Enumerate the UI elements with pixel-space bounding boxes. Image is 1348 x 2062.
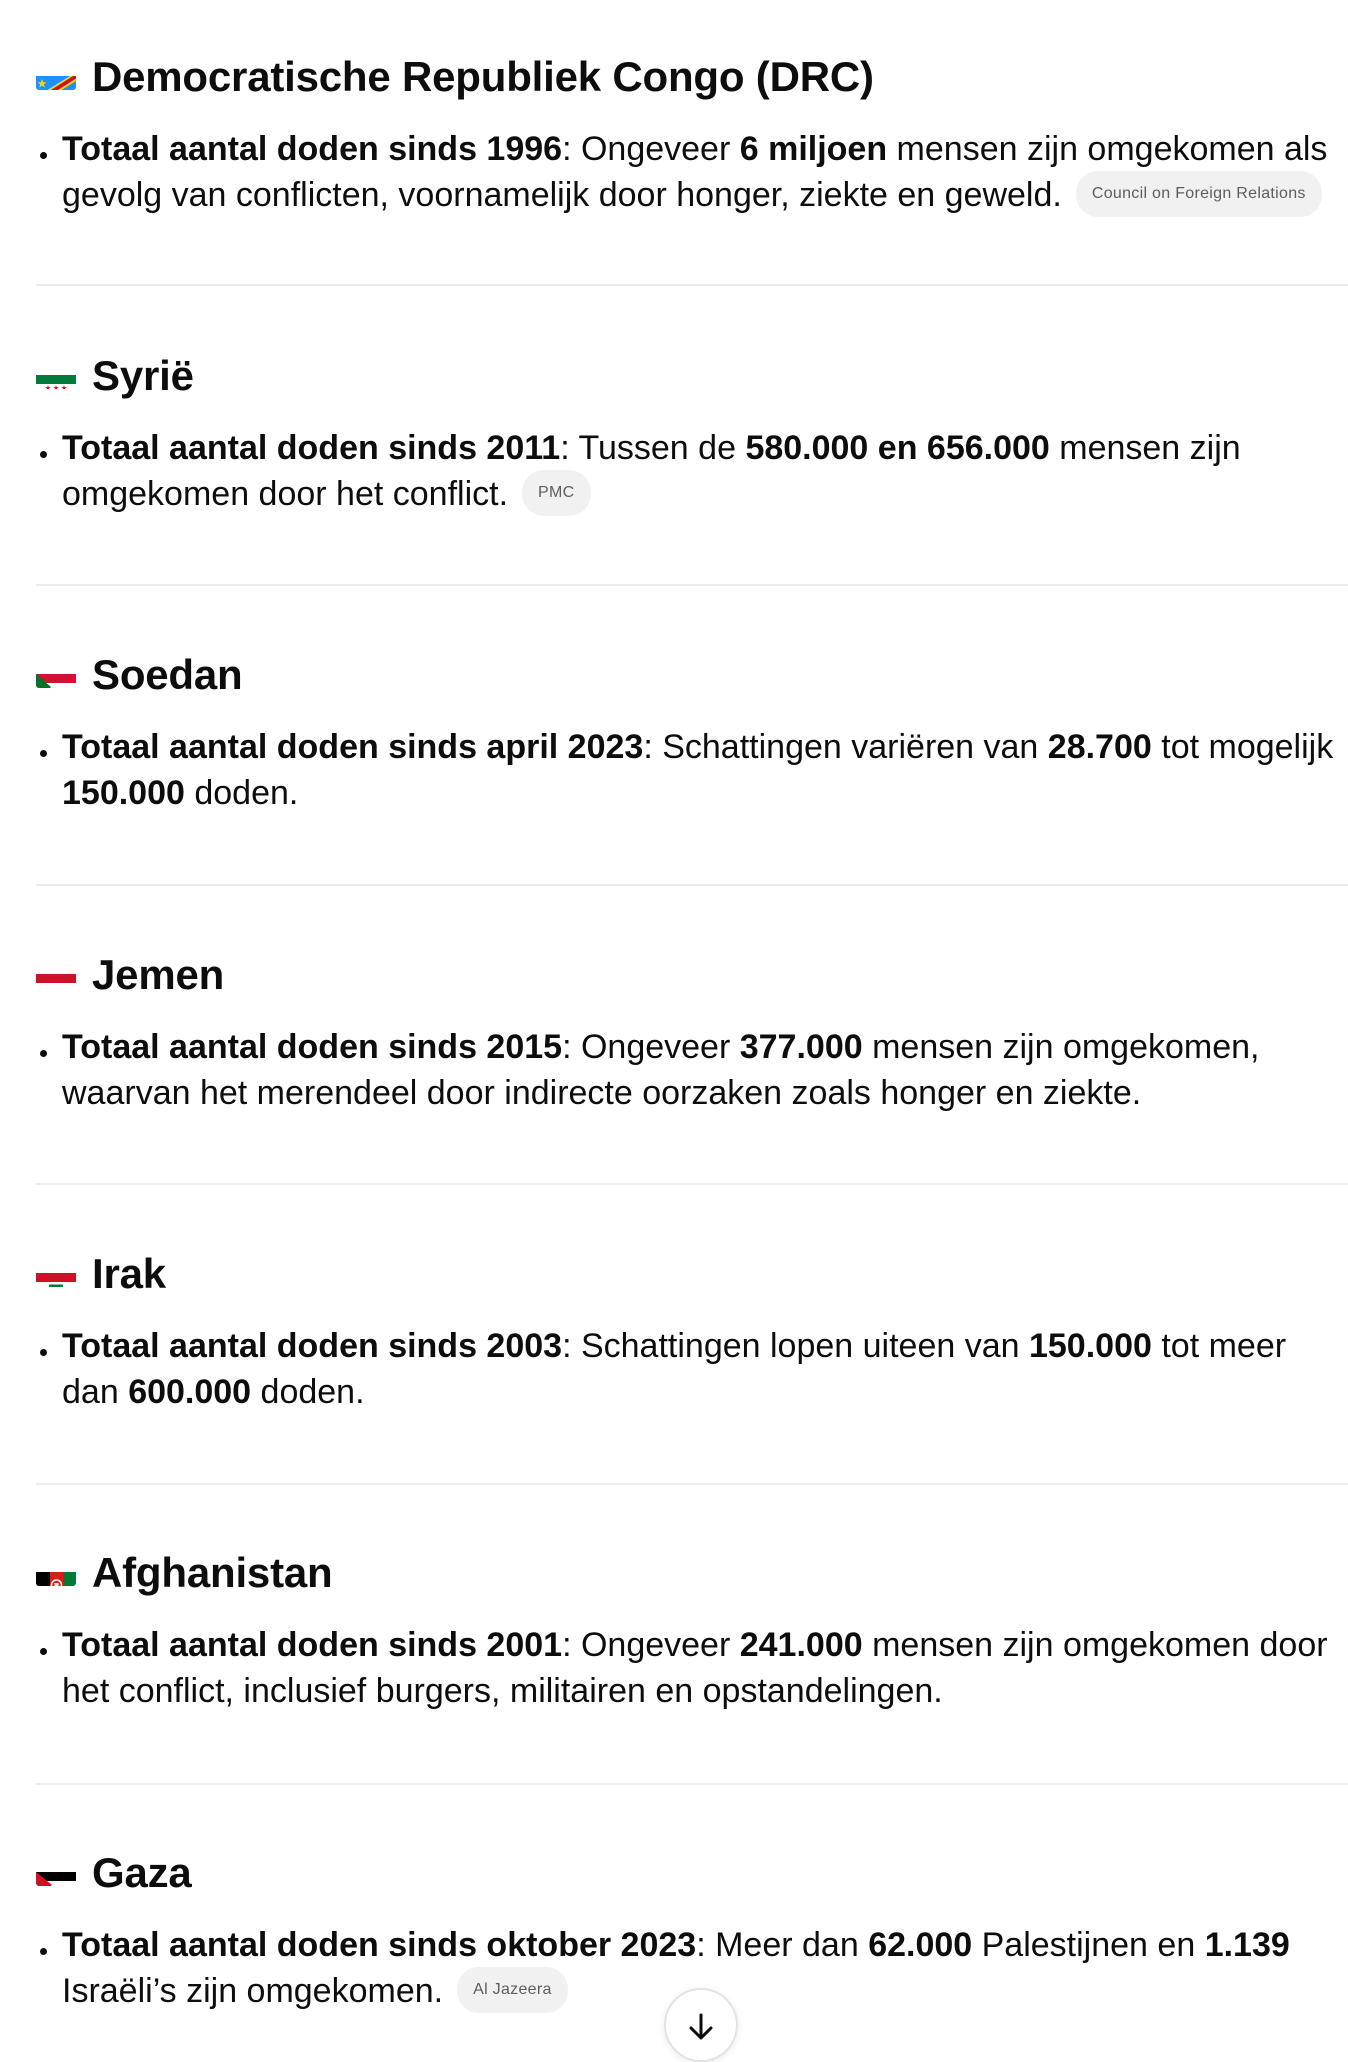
text-segment: tot mogelijk: [1151, 728, 1334, 766]
text-segment: : Ongeveer: [562, 130, 740, 168]
text-segment: doden.: [184, 774, 299, 812]
scroll-to-bottom-button[interactable]: [664, 1988, 738, 2062]
flag-yemen-icon: [36, 962, 76, 988]
bullet-icon: [40, 750, 47, 757]
bullet-icon: [40, 152, 47, 159]
bold-value: 241.000: [739, 1626, 863, 1664]
section-afghanistan: [36, 1538, 1348, 1714]
bold-label: Totaal aantal doden sinds april 2023: [62, 728, 644, 766]
divider: [36, 1183, 1348, 1185]
text-segment: : Tussen de: [560, 429, 746, 467]
section-syria: [36, 341, 1348, 519]
divider: [36, 284, 1348, 286]
bold-value: 150.000: [1028, 1327, 1152, 1365]
bullet-icon: [40, 451, 47, 458]
text-segment: mensen zijn omgekomen als: [887, 130, 1328, 168]
bold-label: Totaal aantal doden sinds 2003: [62, 1327, 563, 1365]
text-segment: omgekomen door het conflict.: [62, 475, 509, 513]
text-segment: : Schattingen variëren van: [643, 728, 1048, 766]
divider: [36, 1783, 1348, 1785]
bold-value: 580.000 en 656.000: [745, 429, 1050, 467]
bullet-icon: [40, 1648, 47, 1655]
list-item: [36, 1622, 1348, 1714]
list-item: [36, 425, 1348, 519]
section-heading: [36, 341, 1348, 411]
flag-palestine-icon: [36, 1860, 76, 1886]
section-title: Syrië: [92, 352, 194, 399]
bullet-icon: [40, 1050, 47, 1057]
bold-value: 62.000: [868, 1926, 973, 1964]
list-item: [36, 126, 1348, 220]
text-segment: Palestijnen en: [972, 1926, 1205, 1964]
source-chip[interactable]: Council on Foreign Relations: [1076, 171, 1322, 217]
bold-label: Totaal aantal doden sinds 2001: [62, 1626, 563, 1664]
bold-label: Totaal aantal doden sinds oktober 2023: [62, 1926, 697, 1964]
bold-value: 600.000: [128, 1373, 252, 1411]
section-heading: [36, 1838, 1348, 1908]
section-drc: [36, 42, 1348, 220]
flag-drc-icon: [36, 64, 76, 90]
flag-sudan-icon: [36, 662, 76, 688]
bold-value: 150.000: [62, 774, 185, 812]
bullet-icon: [40, 1349, 47, 1356]
text-segment: : Ongeveer: [562, 1028, 740, 1066]
text-segment: gevolg van conflicten, voornamelijk door honger, ziekte en geweld.: [62, 176, 1062, 214]
section-title: Gaza: [92, 1849, 192, 1896]
text-segment: tot meer: [1151, 1327, 1287, 1365]
text-segment: : Meer dan: [696, 1926, 869, 1964]
section-title: Jemen: [92, 951, 225, 998]
text-segment: waarvan het merendeel door indirecte oorzaken zoals honger en ziekte.: [62, 1074, 1142, 1112]
text-segment: doden.: [251, 1373, 365, 1411]
text-segment: het conflict, inclusief burgers, militairen en opstandelingen.: [62, 1672, 943, 1710]
bold-label: Totaal aantal doden sinds 1996: [62, 130, 563, 168]
text-segment: : Schattingen lopen uiteen van: [562, 1327, 1029, 1365]
bold-value: 377.000: [739, 1028, 863, 1066]
bold-value: 1.139: [1204, 1926, 1290, 1964]
section-sudan: [36, 640, 1348, 816]
bullet-icon: [40, 1948, 47, 1955]
divider: [36, 1483, 1348, 1485]
bold-value: 28.700: [1047, 728, 1152, 766]
bold-value: 6 miljoen: [739, 130, 888, 168]
list-item: [36, 1024, 1348, 1116]
arrow-down-icon: [687, 2012, 715, 2042]
section-heading: [36, 640, 1348, 710]
flag-iraq-icon: [36, 1261, 76, 1287]
text-segment: : Ongeveer: [562, 1626, 740, 1664]
flag-afghanistan-icon: [36, 1560, 76, 1586]
source-chip[interactable]: PMC: [522, 470, 590, 516]
divider: [36, 584, 1348, 586]
flag-syria-icon: [36, 363, 76, 389]
bold-label: Totaal aantal doden sinds 2015: [62, 1028, 563, 1066]
section-title: Afghanistan: [92, 1549, 333, 1596]
section-title: Democratische Republiek Congo (DRC): [92, 53, 874, 100]
section-heading: [36, 940, 1348, 1010]
text-segment: mensen zijn: [1049, 429, 1241, 467]
section-title: Irak: [92, 1250, 166, 1297]
bold-label: Totaal aantal doden sinds 2011: [62, 429, 561, 467]
section-yemen: [36, 940, 1348, 1116]
source-chip[interactable]: Al Jazeera: [457, 1967, 568, 2013]
list-item: [36, 1323, 1348, 1415]
text-segment: dan: [62, 1373, 129, 1411]
list-item: [36, 724, 1348, 816]
section-title: Soedan: [92, 651, 243, 698]
text-segment: mensen zijn omgekomen door: [862, 1626, 1328, 1664]
section-heading: [36, 1538, 1348, 1608]
section-heading: [36, 42, 1348, 112]
section-heading: [36, 1239, 1348, 1309]
text-segment: Israëli’s zijn omgekomen.: [62, 1972, 444, 2010]
section-iraq: [36, 1239, 1348, 1415]
text-segment: mensen zijn omgekomen,: [862, 1028, 1260, 1066]
divider: [36, 884, 1348, 886]
